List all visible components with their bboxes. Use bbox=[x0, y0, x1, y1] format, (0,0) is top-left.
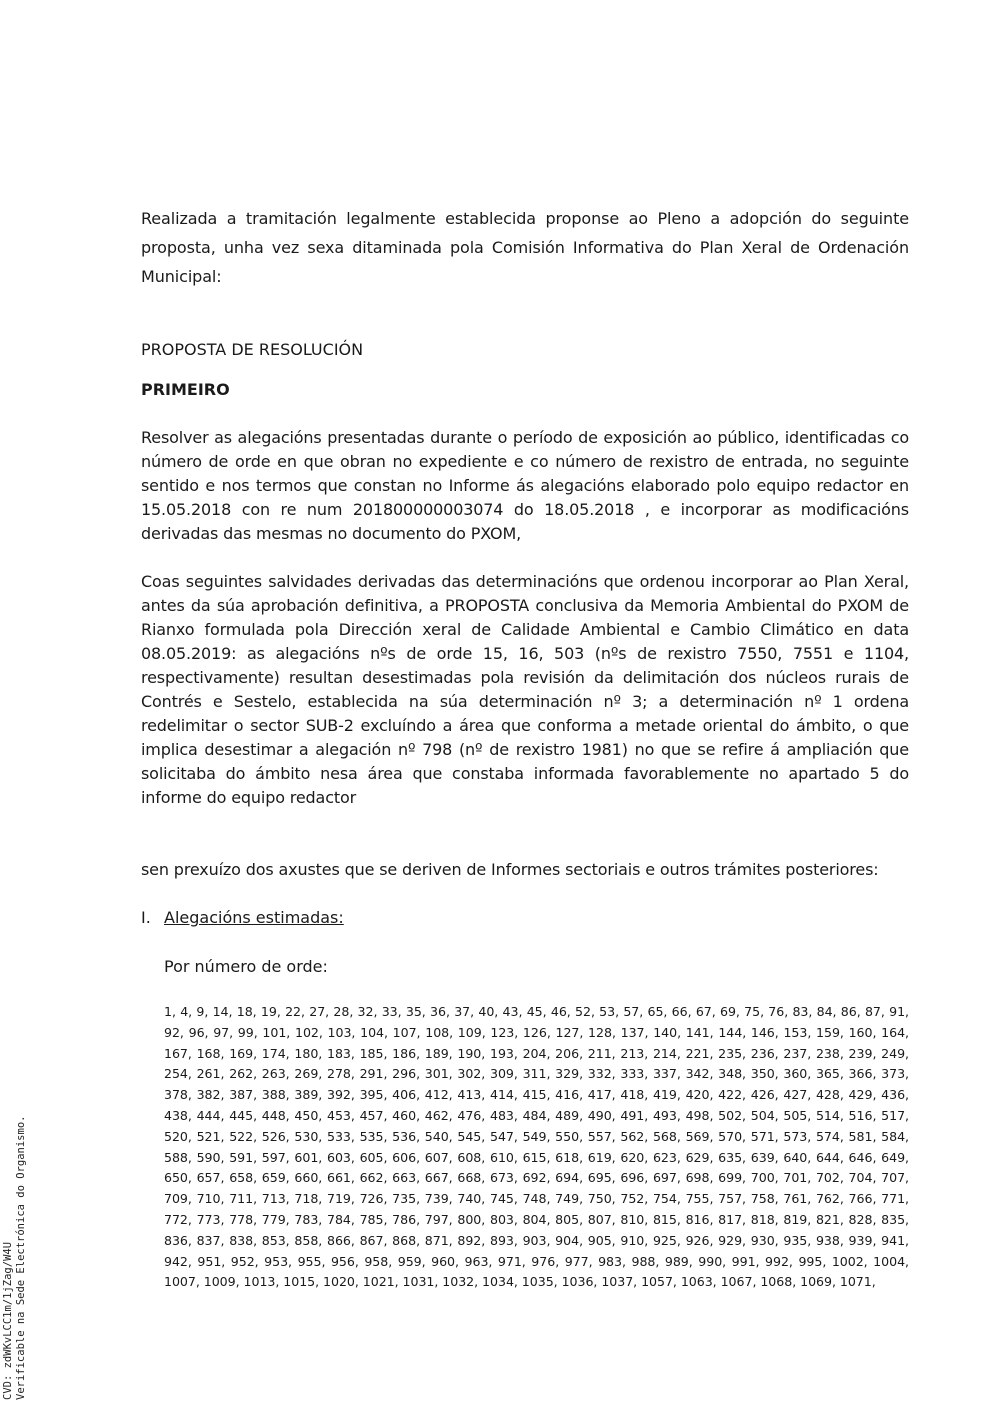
list-title: Alegacións estimadas: bbox=[164, 908, 344, 927]
cvd-code: CVD: zdWKvLCC1m/1jZag/W4U bbox=[2, 1241, 14, 1400]
por-numero-label: Por número de orde: bbox=[164, 957, 328, 976]
resolution-paragraph-1: Resolver as alegacións presentadas durante o período de exposición ao público, identificadas co número de orde en que obran no expediente e co número de rexistro de entrada, no seguinte sentido e nos termos que constan no Informe ás alegacións elaborado polo equipo redactor en 15.05.2018 con re num 201800000003074 do 18.05.2018 , e incorporar as modificacións derivadas das mesmas no documento do PXOM, bbox=[141, 428, 909, 543]
proposta-heading: PROPOSTA DE RESOLUCIÓN bbox=[141, 340, 364, 359]
numbers-list: 1, 4, 9, 14, 18, 19, 22, 27, 28, 32, 33, 35, 36, 37, 40, 43, 45, 46, 52, 53, 57, 65, 66, 67, 69, 75, 76, 83, 84, 86, 87, 91, 92, 96, 97, 99, 101, 102, 103, 104, 107, 108, 109, 123, 126, 127, 128, 137, 140, 141, 144, 146, 153, 159, 160, 164, 167, 168, 169, 174, 180, 183, 185, 186, 189, 190, 193, 204, 206, 211, 213, 214, 221, 235, 236, 237, 238, 239, 249, 254, 261, 262, 263, 269, 278, 291, 296, 301, 302, 309, 311, 329, 332, 333, 337, 342, 348, 350, 360, 365, 366, 373, 378, 382, 387, 388, 389, 392, 395, 406, 412, 413, 414, 415, 416, 417, 418, 419, 420, 422, 426, 427, 428, 429, 436, 438, 444, 445, 448, 450, 453, 457, 460, 462, 476, 483, 484, 489, 490, 491, 493, 498, 502, 504, 505, 514, 516, 517, 520, 521, 522, 526, 530, 533, 535, 536, 540, 545, 547, 549, 550, 557, 562, 568, 569, 570, 571, 573, 574, 581, 584, 588, 590, 591, 597, 601, 603, 605, 606, 607, 608, 610, 615, 618, 619, 620, 623, 629, 635, 639, 640, 644, 646, 649, 650, 657, 658, 659, 660, 661, 662, 663, 667, 668, 673, 692, 694, 695, 696, 697, 698, 699, 700, 701, 702, 704, 707, 709, 710, 711, 713, 718, 719, 726, 735, 739, 740, 745, 748, 749, 750, 752, 754, 755, 757, 758, 761, 762, 766, 771, 772, 773, 778, 779, 783, 784, 785, 786, 797, 800, 803, 804, 805, 807, 810, 815, 816, 817, 818, 819, 821, 828, 835, 836, 837, 838, 853, 858, 866, 867, 868, 871, 892, 893, 903, 904, 905, 910, 925, 926, 929, 930, 935, 938, 939, 941, 942, 951, 952, 953, 955, 956, 958, 959, 960, 963, 971, 976, 977, 983, 988, 989, 990, 991, 992, 995, 1002, 1004, 1007, 1009, 1013, 1015, 1020, 1021, 1031, 1032, 1034, 1035, 1036, 1037, 1057, 1063, 1067, 1068, 1069, 1071, bbox=[164, 1004, 909, 1290]
intro-paragraph: Realizada a tramitación legalmente establecida proponse ao Pleno a adopción do seguinte proposta, unha vez sexa ditaminada pola Comisión Informativa do Plan Xeral de Ordenación Municipal: bbox=[141, 209, 909, 286]
resolution-paragraph-3: sen prexuízo dos axustes que se deriven de Informes sectoriais e outros trámites posteriores: bbox=[141, 860, 879, 879]
verification-note: Verificable na Sede Electrónica do Organismo. bbox=[15, 1115, 27, 1400]
verification-stamp bbox=[2, 1116, 28, 1400]
list-number: I. bbox=[141, 908, 151, 927]
list-heading bbox=[141, 906, 344, 930]
primeiro-heading: PRIMEIRO bbox=[141, 380, 230, 399]
resolution-paragraph-2: Coas seguintes salvidades derivadas das determinacións que ordenou incorporar ao Plan Xeral, antes da súa aprobación definitiva, a PROPOSTA conclusiva da Memoria Ambiental do PXOM de Rianxo formulada pola Dirección xeral de Calidade Ambiental e Cambio Climático en data 08.05.2019: as alegacións nºs de orde 15, 16, 503 (nºs de rexistro 7550, 7551 e 1104, respectivamente) resultan desestimadas pola revisión da delimitación dos núcleos rurais de Contrés e Sestelo, establecida na súa determinación nº 3; a determinación nº 1 ordena redelimitar o sector SUB-2 excluíndo a área que conforma a metade oriental do ámbito, o que implica desestimar a alegación nº 798 (nº de rexistro 1981) no que se refire á ampliación que solicitaba do ámbito nesa área que constaba informada favorablemente no apartado 5 do informe do equipo redactor bbox=[141, 572, 909, 807]
